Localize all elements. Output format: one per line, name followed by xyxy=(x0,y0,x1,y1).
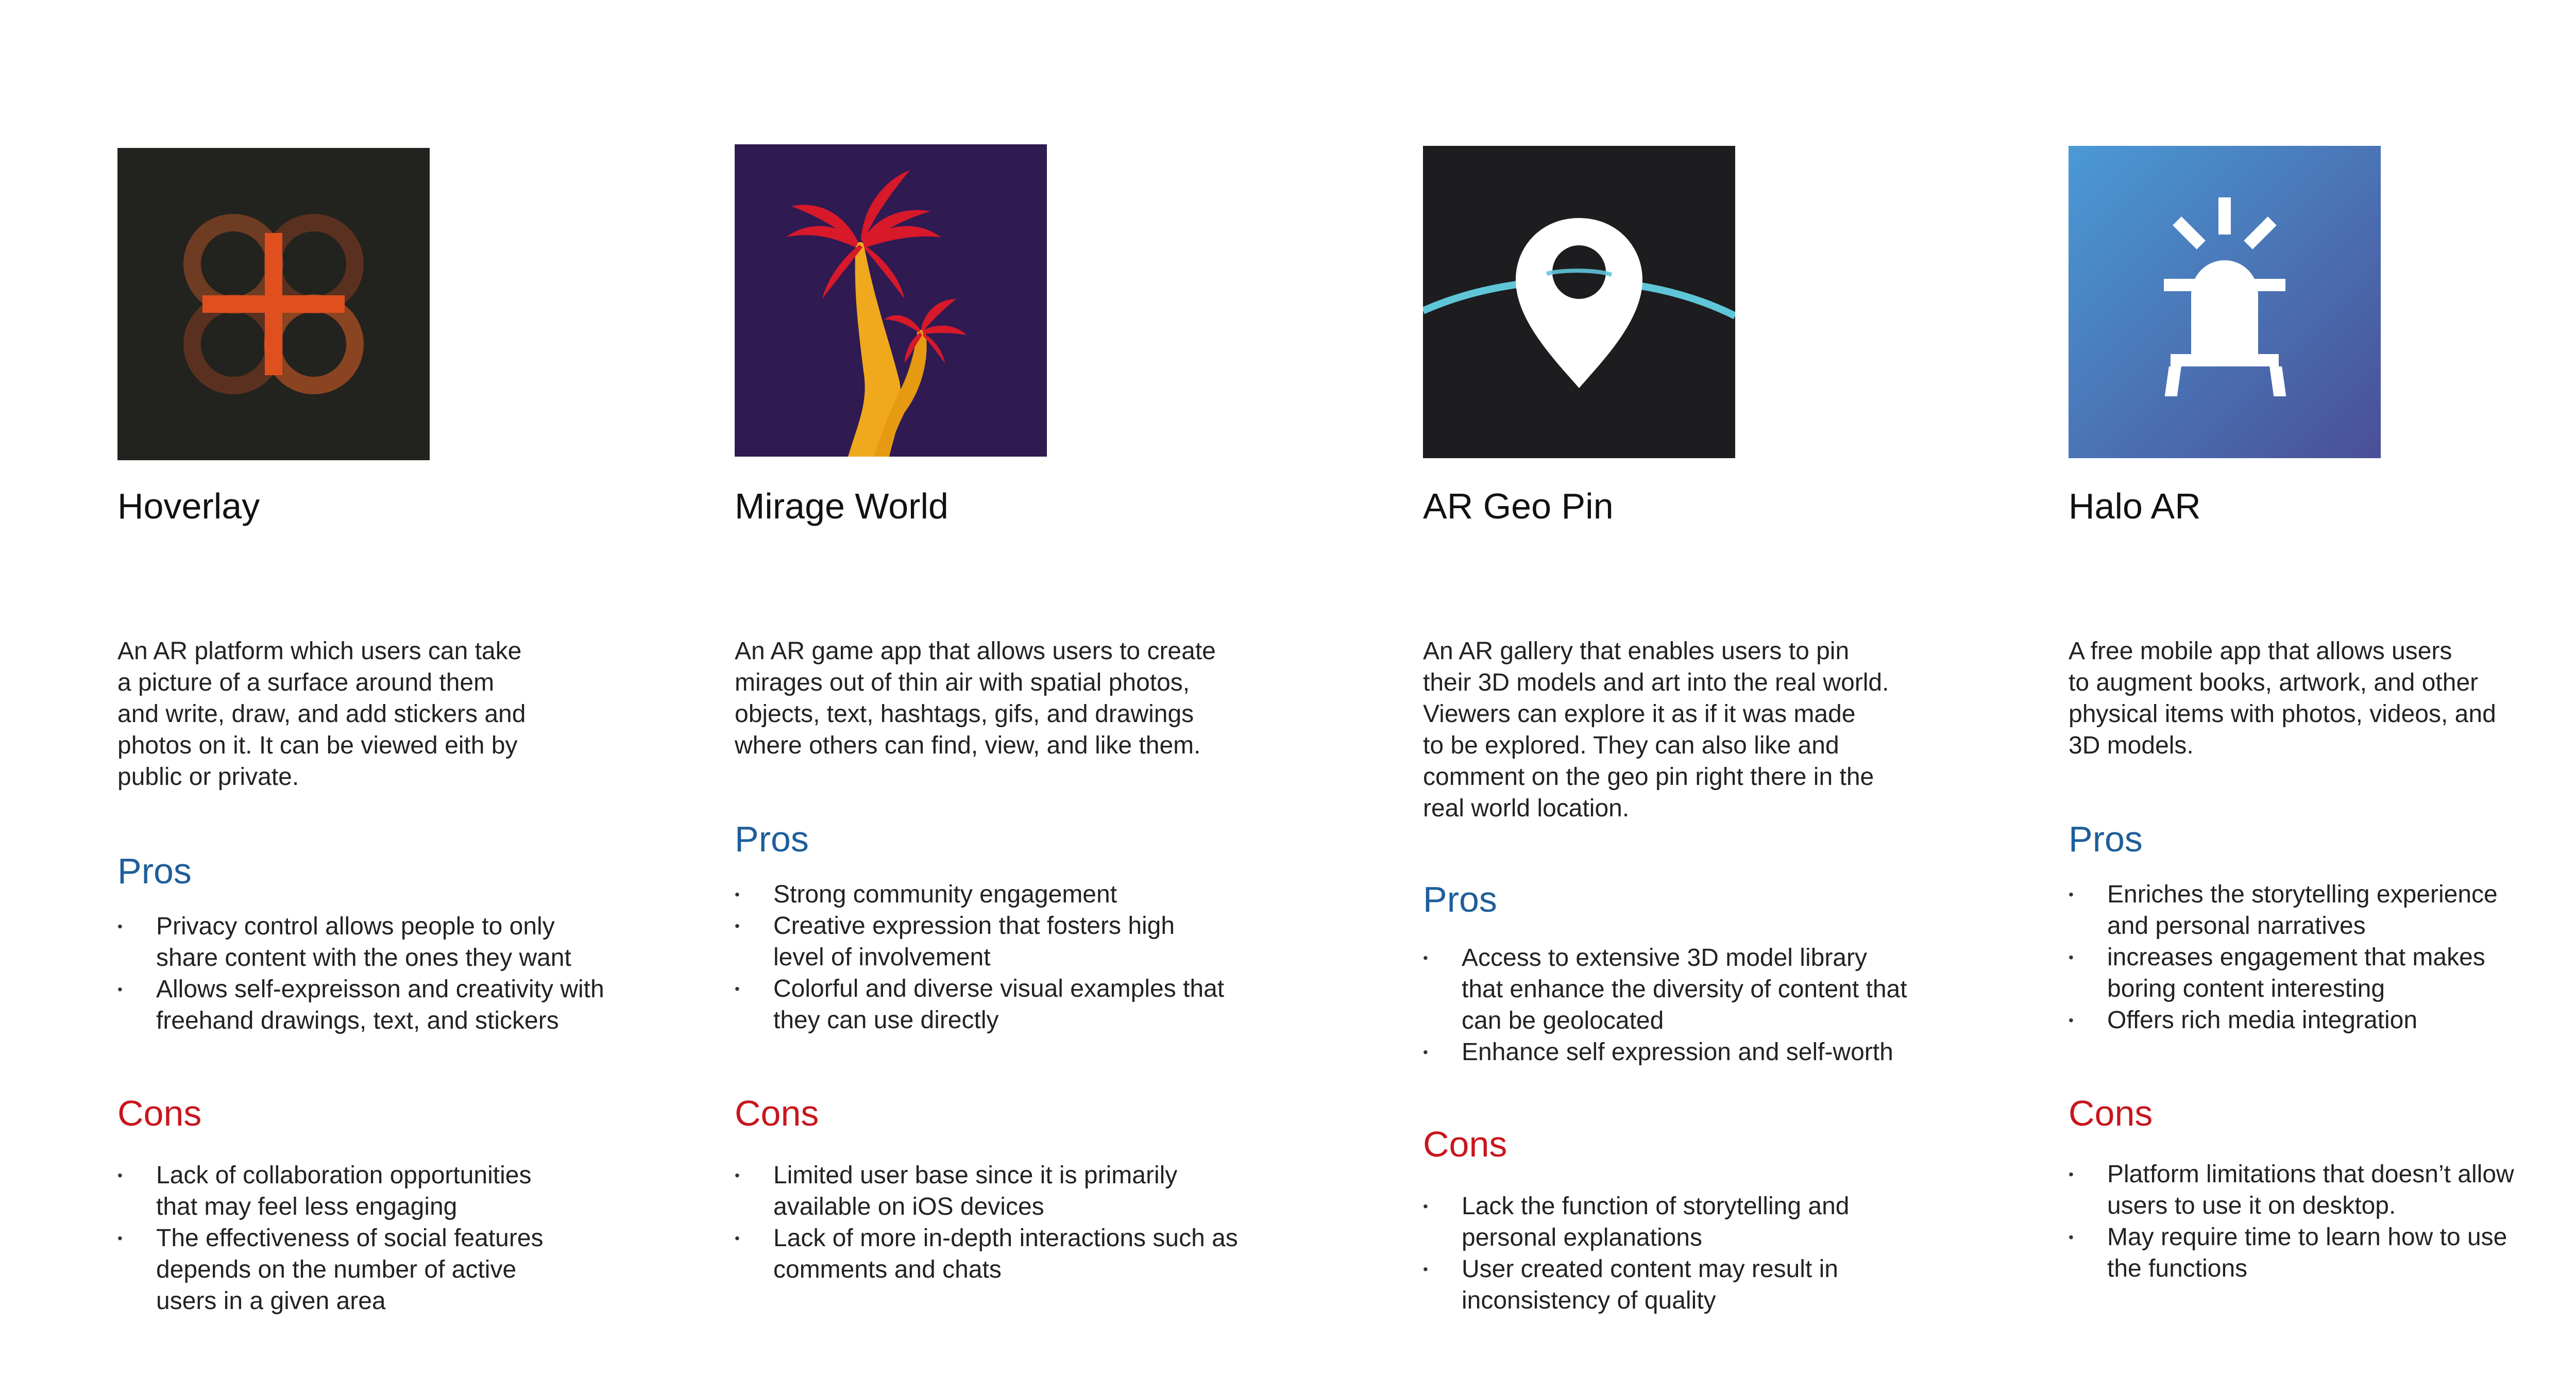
list-item: • Limited user base since it is primarily available on iOS devices xyxy=(735,1160,1238,1222)
list-item: • Privacy control allows people to only share content with the ones they want xyxy=(117,911,604,974)
app-card-mirage-world xyxy=(735,0,1353,1391)
pros-list xyxy=(735,879,1224,1036)
list-item: • May require time to learn how to use the functions xyxy=(2069,1221,2514,1284)
list-item: • Colorful and diverse visual examples that they can use directly xyxy=(735,973,1224,1036)
cons-heading: Cons xyxy=(1423,1124,1507,1164)
list-item: • The effectiveness of social features depends on the number of active users in a given area xyxy=(117,1222,544,1317)
list-item: • Lack of more in-depth interactions such as comments and chats xyxy=(735,1222,1238,1285)
list-item: • Access to extensive 3D model library that enhance the diversity of content that can be geolocated xyxy=(1423,942,1907,1036)
pros-heading: Pros xyxy=(117,851,192,891)
pros-list xyxy=(1423,942,1907,1068)
app-title: Mirage World xyxy=(735,486,948,526)
list-item: • Platform limitations that doesn’t allow users to use it on desktop. xyxy=(2069,1159,2514,1221)
list-item: • Enriches the storytelling experience and personal narratives xyxy=(2069,879,2498,942)
list-item: • Strong community engagement xyxy=(735,879,1224,910)
app-title: Halo AR xyxy=(2069,486,2201,526)
pros-heading: Pros xyxy=(735,819,809,859)
app-card-ar-geo-pin xyxy=(1423,0,2041,1391)
list-item: • Offers rich media integration xyxy=(2069,1004,2498,1036)
cons-list xyxy=(1423,1191,1849,1316)
app-title: Hoverlay xyxy=(117,486,260,526)
pros-heading: Pros xyxy=(1423,879,1497,919)
cons-list xyxy=(2069,1159,2514,1284)
list-item: • Creative expression that fosters high level of involvement xyxy=(735,910,1224,973)
cons-heading: Cons xyxy=(117,1093,202,1133)
cons-list xyxy=(735,1160,1238,1285)
app-description: An AR game app that allows users to create mirages out of thin air with spatial photos, objects, text, hashtags, gifs, and drawings where others can find, view, and like them. xyxy=(735,638,1216,759)
cons-list xyxy=(117,1160,544,1317)
light-bulb-icon xyxy=(2069,146,2381,458)
app-title: AR Geo Pin xyxy=(1423,486,1614,526)
map-pin-icon xyxy=(1423,146,1735,458)
app-card-halo-ar xyxy=(2069,0,2576,1391)
pros-list xyxy=(2069,879,2498,1036)
cons-heading: Cons xyxy=(2069,1093,2153,1133)
list-item: • Lack the function of storytelling and personal explanations xyxy=(1423,1191,1849,1253)
palm-tree-icon xyxy=(735,144,1047,457)
list-item: • User created content may result in inconsistency of quality xyxy=(1423,1253,1849,1316)
app-description: An AR platform which users can take a picture of a surface around them and write, draw, and add stickers and photos on it. It can be viewed eith by public or private. xyxy=(117,638,526,791)
list-item: • Lack of collaboration opportunities that may feel less engaging xyxy=(117,1160,544,1222)
hoverlay-logo-icon xyxy=(117,148,430,460)
pros-list xyxy=(117,911,604,1036)
app-description: A free mobile app that allows users to augment books, artwork, and other physical items with photos, videos, and 3D models. xyxy=(2069,638,2496,759)
app-description: An AR gallery that enables users to pin their 3D models and art into the real world. Viewers can explore it as if it was made to be explored. They can also like and comment on the geo pin right there in the real world location. xyxy=(1423,638,1889,822)
list-item: • Enhance self expression and self-worth xyxy=(1423,1036,1907,1068)
cons-heading: Cons xyxy=(735,1093,819,1133)
pros-heading: Pros xyxy=(2069,819,2143,859)
list-item: • Allows self-expreisson and creativity with freehand drawings, text, and stickers xyxy=(117,974,604,1036)
list-item: • increases engagement that makes boring content interesting xyxy=(2069,942,2498,1004)
app-card-hoverlay xyxy=(117,0,658,1391)
